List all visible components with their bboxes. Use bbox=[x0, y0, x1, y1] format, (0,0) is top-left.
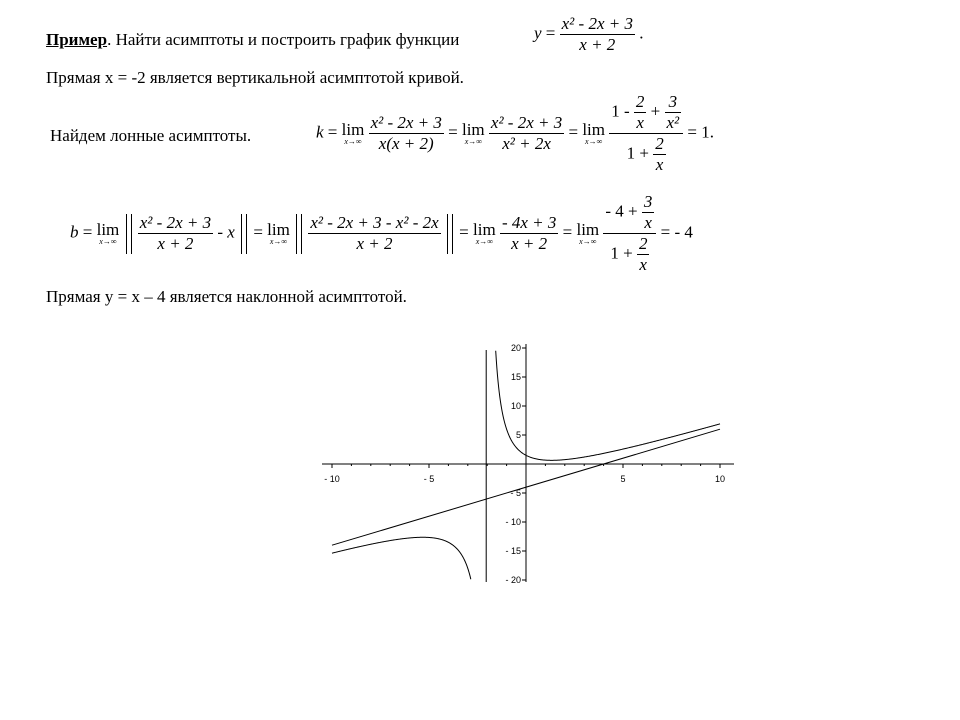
k-result: = 1. bbox=[687, 122, 715, 142]
vertical-asymptote-text: Прямая x = -2 является вертикальной асимптотой кривой. bbox=[46, 68, 464, 87]
k-f3-num-a: 1 - bbox=[611, 101, 630, 121]
lim-sub: x→∞ bbox=[579, 237, 597, 246]
lim-sub: x→∞ bbox=[99, 237, 117, 246]
b-g2-num: x² - 2x + 3 - x² - 2x bbox=[310, 213, 439, 232]
lim-sub: x→∞ bbox=[344, 137, 362, 146]
b-g3-num: - 4x + 3 bbox=[501, 213, 557, 232]
b-g4-den-b1: 2 bbox=[638, 234, 648, 253]
k-f3-num: 1 - $\frac{2}{x}$ + $\frac{3}{\text{x²}}$ bbox=[609, 92, 683, 134]
x-tick-label: - 5 bbox=[423, 474, 435, 484]
lim-text: lim bbox=[461, 120, 485, 139]
y-tick-label: - 20 bbox=[505, 575, 521, 585]
k-f3-den-b2: x bbox=[655, 155, 664, 174]
formula-y: y bbox=[534, 23, 542, 43]
x-tick-label: 10 bbox=[714, 474, 726, 484]
graph-axes bbox=[322, 344, 734, 582]
k-f3-num-b2: x bbox=[636, 113, 644, 132]
lim-text: lim bbox=[473, 220, 496, 239]
lim-sub: x→∞ bbox=[475, 237, 493, 246]
function-curve-right-branch bbox=[496, 351, 720, 461]
oblique-asymptote-text: Прямая y = x – 4 является наклонной асимптотой. bbox=[46, 287, 407, 306]
k-f1-num: x² - 2x + 3 bbox=[370, 113, 442, 132]
lim-text: lim bbox=[582, 120, 605, 139]
y-tick-label: 5 bbox=[515, 430, 521, 440]
lim-text: lim bbox=[576, 220, 600, 239]
b-g4-num-b1: 3 bbox=[643, 192, 653, 211]
function-curve-left-branch bbox=[332, 537, 471, 579]
y-tick-label: 15 bbox=[510, 372, 521, 382]
k-f1-den: x(x + 2) bbox=[378, 134, 434, 153]
b-g4-num-b2: x bbox=[644, 213, 652, 232]
y-tick-label: - 15 bbox=[505, 546, 521, 556]
k-f3-num-c1: 3 bbox=[665, 92, 682, 113]
y-tick-label: - 5 bbox=[510, 488, 521, 498]
lim-sub: x→∞ bbox=[464, 137, 482, 146]
lim-text: lim bbox=[341, 120, 365, 139]
formula-denominator: x + 2 bbox=[579, 35, 616, 54]
find-asymptotes-text: Найдем лонные асимптоты. bbox=[50, 126, 252, 145]
b-g4-den-a: 1 + bbox=[610, 243, 633, 263]
k-label: k bbox=[316, 122, 324, 142]
lim-text: lim bbox=[267, 220, 290, 239]
y-tick-label: 20 bbox=[510, 343, 521, 353]
task-text: . Найти асимптоты и построить график функции bbox=[107, 30, 460, 49]
y-tick-label: - 10 bbox=[505, 517, 521, 527]
b-g4-den-b2: x bbox=[639, 255, 647, 274]
b-formula: b = lim x→∞ $\frac{\text{x² - 2x + 3}}{x + 2}$ - x = lim x→∞ $\frac{\text{x² - 2x + 3 - x² - 2x}}{x + 2}$ = lim x→∞ $\frac{- 4x + 3}{x + 2}$ = lim x→∞ - 4 + $\frac{3}{x}$ 1 + $\frac{2}{x}$ = - 4 bbox=[70, 192, 693, 274]
y-tick-label: 10 bbox=[510, 401, 521, 411]
formula-eq: = bbox=[545, 23, 556, 43]
formula-end: . bbox=[639, 23, 644, 43]
k-f3-den-b1: 2 bbox=[655, 134, 664, 153]
lim-text: lim bbox=[96, 220, 120, 239]
k-f2-den: x² + 2x bbox=[502, 134, 551, 153]
k-f3-den-a: 1 + bbox=[626, 143, 649, 163]
k-f2-num: x² - 2x + 3 bbox=[490, 113, 563, 132]
x-tick-label: 5 bbox=[620, 474, 626, 484]
b-g4-num-a: - 4 + bbox=[605, 201, 638, 221]
b-g3-den: x + 2 bbox=[511, 234, 548, 253]
formula-numerator: x² - 2x + 3 bbox=[561, 14, 633, 33]
lim-sub: x→∞ bbox=[585, 137, 603, 146]
lim-sub: x→∞ bbox=[269, 237, 288, 246]
k-f3-num-b1: 2 bbox=[635, 92, 645, 111]
b-label: b bbox=[70, 222, 79, 242]
k-formula: k = lim x→∞ $\frac{\text{x² - 2x + 3}}{x(x + 2)}$ = lim x→∞ $\frac{\text{x² - 2x + 3}}{\text{x² + 2x}}$ = lim x→∞ 1 - $\frac{2}{x}$ + $\frac{3}{\text{x²}}$ 1 + $\frac{2}{x}$ = 1. bbox=[316, 92, 715, 174]
x-tick-label: - 10 bbox=[324, 474, 340, 484]
b-result: = - 4 bbox=[660, 222, 693, 242]
k-f3-num-c2: x² bbox=[666, 113, 680, 132]
b-g1-num: x² - 2x + 3 bbox=[139, 213, 212, 232]
b-g1-den: x + 2 bbox=[157, 234, 194, 253]
b-g1-minus: - x bbox=[217, 222, 235, 242]
example-label: Пример bbox=[46, 30, 108, 49]
b-g2-den: x + 2 bbox=[356, 234, 393, 253]
